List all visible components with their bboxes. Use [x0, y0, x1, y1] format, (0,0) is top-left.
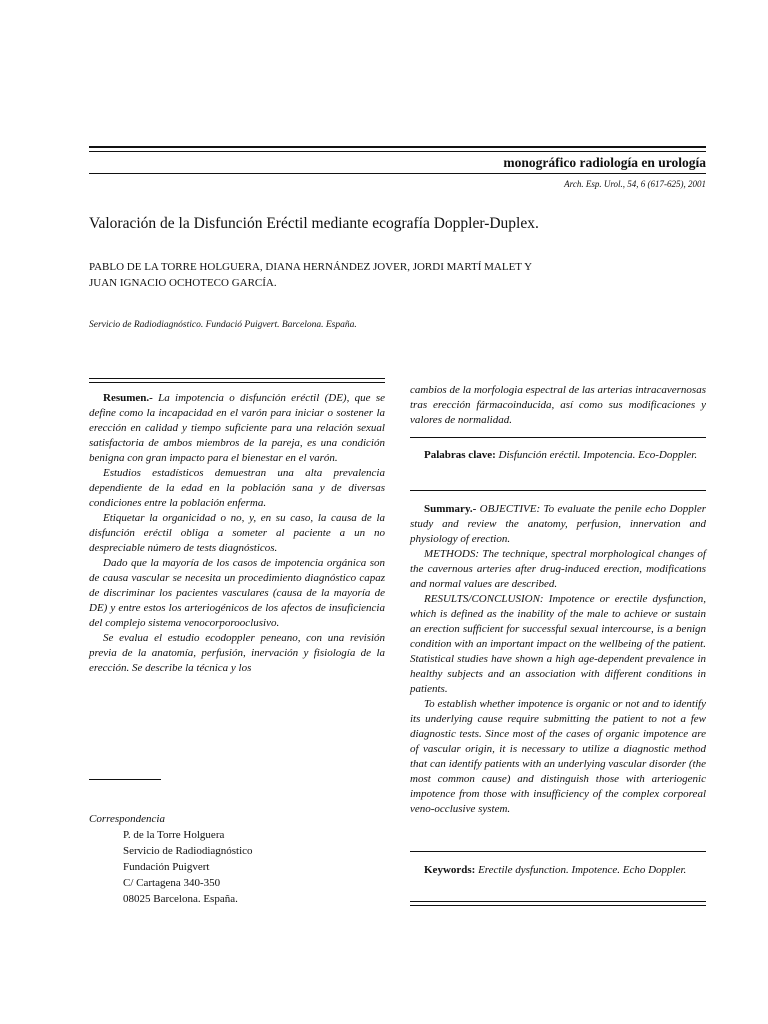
keywords-es-rule-bottom — [410, 490, 706, 491]
authors-line-1: PABLO DE LA TORRE HOLGUERA, DIANA HERNÁNDEZ JOVER, JORDI MARTÍ MALET Y — [89, 261, 533, 273]
summary-paragraph-3: RESULTS/CONCLUSION: Impotence or erectile dysfunction, which is defined as the inability of the male to achieve or sustain an erection sufficient for successful sexual intercourse, is a benign condition with an important impact on the wellbeing of the patient. Statistical studies have shown a high age-dependent prevalence in healthy subjects and an association with different conditions in patients. — [410, 593, 706, 695]
summary-paragraph-4: To establish whether impotence is organic or not and to identify its underlying cause require submitting the patient to not a few diagnostic tests. Since most of the cases of organic impotence are of vascular origin, it is necessary to utilize a diagnostic method that can identify patients with an underlying vascular disorder (the most common cause) and distinguish those with arteriogenic impotence from those with insufficiency of the complex corporeal veno-occlusive system. — [410, 698, 706, 815]
correspondence-line: Servicio de Radiodiagnóstico — [123, 845, 253, 857]
resumen-continuation-text: cambios de la morfologia espectral de las arterias intracavernosas tras erección fármacoinducida, así como sus modificaciones y valores de normalidad. — [410, 384, 706, 426]
header-rule-bottom — [89, 151, 706, 152]
article-title: Valoración de la Disfunción Eréctil mediante ecografía Doppler-Duplex. — [89, 215, 539, 232]
keywords-es-rule-top — [410, 437, 706, 438]
resumen-continuation — [410, 383, 706, 428]
resumen-section — [89, 391, 385, 676]
summary-paragraph-2: METHODS: The technique, spectral morphological changes of the cavernous arteries after drug-induced erection, modifications and normal values are described. — [410, 548, 706, 590]
footnote-separator — [89, 779, 161, 780]
resumen-paragraph-3: Etiquetar la organicidad o no, y, en su caso, la causa de la disfunción eréctil obliga a someter al paciente a un no despreciable número de tests diagnósticos. — [89, 512, 385, 554]
resumen-paragraph-1: La impotencia o disfunción eréctil (DE), que se define como la incapacidad en el varón para iniciar o sostener la erección en calidad y tiempo suficiente para una relación sexual satisfactoria de ambos miembros de la pareja, es una condición benigna con gran impacto para el bienestar en el varón. — [89, 392, 385, 464]
palabras-clave-section — [410, 448, 706, 463]
resumen-label: Resumen.- — [103, 392, 153, 404]
correspondence-line: Fundación Puigvert — [123, 861, 210, 873]
keywords-text: Erectile dysfunction. Impotence. Echo Doppler. — [478, 864, 687, 876]
correspondence-line: P. de la Torre Holguera — [123, 829, 225, 841]
header-rule-top — [89, 146, 706, 148]
resumen-rule-bottom — [89, 382, 385, 383]
correspondence-label: Correspondencia — [89, 813, 165, 825]
authors-line-2: JUAN IGNACIO OCHOTECO GARCÍA. — [89, 277, 277, 289]
summary-label: Summary.- — [424, 503, 477, 515]
journal-citation: Arch. Esp. Urol., 54, 6 (617-625), 2001 — [564, 179, 706, 189]
series-title: monográfico radiología en urología — [503, 155, 706, 170]
summary-paragraph-1: OBJECTIVE: To evaluate the penile echo Doppler study and review the anatomy, perfusion, innervation and physiology of erection. — [410, 503, 706, 545]
keywords-en-rule-bottom-2 — [410, 905, 706, 906]
palabras-clave-label: Palabras clave: — [424, 449, 496, 461]
correspondence-line: 08025 Barcelona. España. — [123, 893, 238, 905]
keywords-label: Keywords: — [424, 864, 476, 876]
resumen-paragraph-5: Se evalua el estudio ecodoppler peneano, con una revisión previa de la anatomía, perfusión, inervación y fisiología de la erección. Se describe la técnica y los — [89, 632, 385, 674]
series-underline — [89, 173, 706, 174]
keywords-section — [410, 863, 706, 878]
resumen-paragraph-2: Estudios estadísticos demuestran una alta prevalencia dependiente de la edad en la población sana y de diversas condiciones entre la población enferma. — [89, 467, 385, 509]
affiliation: Servicio de Radiodiagnóstico. Fundació Puigvert. Barcelona. España. — [89, 320, 357, 330]
summary-section — [410, 502, 706, 817]
resumen-rule-top — [89, 378, 385, 379]
correspondence-block — [89, 811, 389, 907]
palabras-clave-text: Disfunción eréctil. Impotencia. Eco-Doppler. — [498, 449, 698, 461]
author-list — [89, 259, 729, 291]
keywords-en-rule-bottom-1 — [410, 901, 706, 902]
resumen-paragraph-4: Dado que la mayoría de los casos de impotencia orgánica son de causa vascular se necesita un procedimiento diagnóstico capaz de discriminar los pacientes vasculares (causa de la mayoría de DE) y entre estos los arteriogénicos de los afectos de insuficiencia del complejo sistema venocorporooclusivo. — [89, 557, 385, 629]
correspondence-line: C/ Cartagena 340-350 — [123, 877, 221, 889]
keywords-en-rule-top — [410, 851, 706, 852]
